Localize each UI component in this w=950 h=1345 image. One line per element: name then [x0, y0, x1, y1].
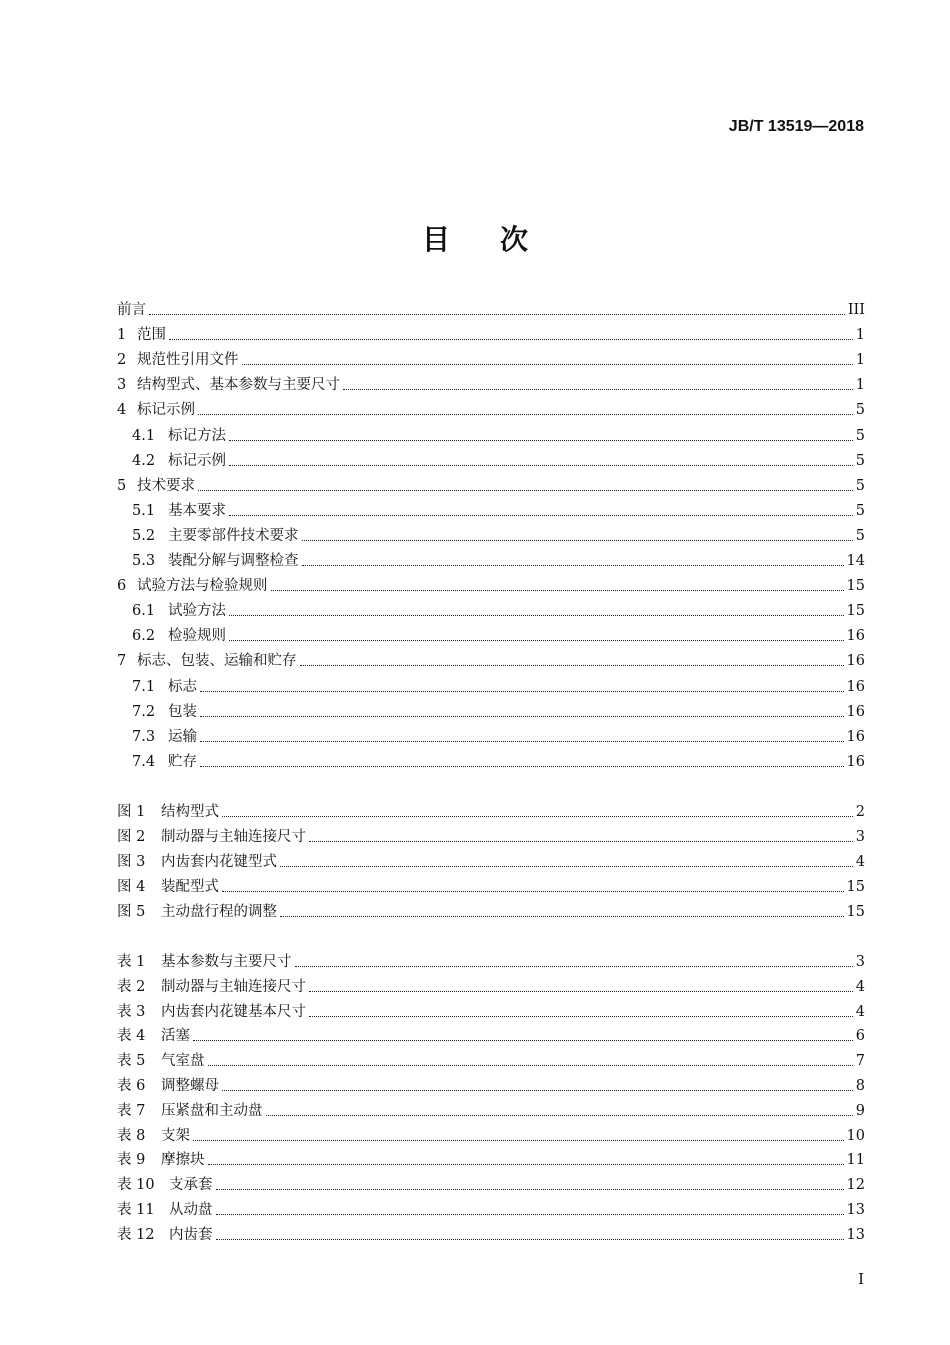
dot-leader	[198, 490, 853, 491]
toc-entry-number: 表 5	[117, 1053, 146, 1070]
dot-leader	[309, 1016, 853, 1017]
toc-entry-page: 16	[846, 678, 865, 695]
toc-entry-number: 6.2	[132, 628, 156, 645]
toc-entry-page: 1	[855, 327, 865, 344]
toc-entry-number: 3	[117, 377, 127, 394]
dot-leader	[149, 314, 845, 315]
toc-entry-page: 4	[855, 978, 865, 995]
toc-entry-number: 2	[117, 352, 127, 369]
toc-entry-number: 6.1	[132, 603, 156, 620]
toc-entry-label: 从动盘	[169, 1202, 213, 1218]
toc-entry[interactable]	[117, 626, 865, 646]
toc-entry[interactable]	[117, 501, 865, 521]
toc-entry-page: 10	[846, 1127, 865, 1144]
toc-entry[interactable]	[117, 1026, 865, 1046]
toc-entry-number: 表 6	[117, 1078, 146, 1094]
page-title	[0, 218, 950, 258]
toc-entry-page: 6	[855, 1028, 865, 1045]
toc-entry-number: 7.2	[132, 703, 156, 720]
toc-entry-page: 16	[846, 628, 865, 645]
toc-entry-page: 16	[846, 653, 865, 670]
toc-entry-number: 表 9	[117, 1152, 146, 1169]
toc-entry-label: 标记示例	[168, 452, 226, 469]
toc-entry-page: 1	[855, 377, 865, 394]
toc-entry-number: 表 10	[117, 1177, 155, 1194]
toc-entry-number: 表 11	[117, 1202, 155, 1218]
toc-entry[interactable]	[117, 1002, 865, 1022]
toc-entry[interactable]	[117, 1101, 865, 1121]
toc-entry-label: 调整螺母	[161, 1078, 219, 1094]
toc-entry-label: 摩擦块	[161, 1152, 205, 1169]
toc-entry-number: 1	[117, 327, 127, 344]
toc-entry[interactable]	[117, 601, 865, 621]
dot-leader	[193, 1040, 853, 1041]
toc-entry-label: 范围	[137, 327, 166, 344]
toc-entry-page: 1	[855, 352, 865, 369]
toc-entry-page: 8	[855, 1078, 865, 1094]
toc-entry[interactable]	[117, 1076, 865, 1096]
toc-entry-label: 基本参数与主要尺寸	[161, 954, 292, 970]
title-char-2: 次	[500, 223, 529, 256]
toc-entry-number: 表 1	[117, 954, 146, 970]
toc-entry-label: 压紧盘和主动盘	[161, 1102, 263, 1119]
toc-entry[interactable]	[117, 1126, 865, 1146]
toc-entry-number: 图 1	[117, 804, 146, 820]
toc-entry[interactable]	[117, 1150, 865, 1170]
toc-entry-number: 5	[117, 477, 127, 494]
toc-entry[interactable]	[117, 902, 865, 922]
toc-entry-page: 16	[846, 753, 865, 770]
toc-entry[interactable]	[117, 350, 865, 370]
toc-entry-label: 装配型式	[161, 879, 219, 896]
toc-entry[interactable]	[117, 526, 865, 546]
standard-code: JB/T 13519—2018	[728, 118, 864, 135]
toc-entry-label: 标志、包装、运输和贮存	[137, 653, 297, 670]
toc-entry-page: 15	[846, 879, 865, 896]
dot-leader	[295, 966, 853, 967]
toc-entry-page: 15	[846, 578, 865, 595]
dot-leader	[300, 665, 844, 666]
dot-leader	[198, 414, 853, 415]
dot-leader	[266, 1115, 853, 1116]
dot-leader	[343, 389, 853, 390]
toc-entry-label: 基本要求	[168, 502, 226, 519]
toc-entry-label: 包装	[168, 703, 197, 720]
toc-entry-page: 5	[855, 427, 865, 444]
dot-leader	[229, 640, 844, 641]
toc-entry-page: 4	[855, 1003, 865, 1020]
toc-entry[interactable]	[117, 877, 865, 897]
toc-entry-number: 图 4	[117, 879, 146, 896]
dot-leader	[222, 1090, 853, 1091]
dot-leader	[229, 440, 853, 441]
title-char-1: 目	[421, 223, 450, 256]
dot-leader	[229, 615, 844, 616]
toc-entry-label: 内齿套	[169, 1226, 213, 1243]
toc-entry[interactable]	[117, 551, 865, 571]
toc-entry-number: 6	[117, 578, 127, 595]
toc-entry-page: III	[847, 302, 865, 318]
dot-leader	[309, 841, 853, 842]
dot-leader	[242, 364, 853, 365]
toc-entry-label: 规范性引用文件	[137, 352, 239, 369]
toc-entry-label: 检验规则	[168, 628, 226, 645]
dot-leader	[216, 1214, 844, 1215]
toc-entry-page: 11	[846, 1152, 865, 1169]
toc-entry-number: 4	[117, 402, 127, 419]
toc-entry-number: 5.1	[132, 502, 156, 519]
toc-entry-label: 活塞	[161, 1028, 190, 1045]
dot-leader	[280, 916, 844, 917]
dot-leader	[302, 540, 853, 541]
toc-entry-label: 结构型式	[161, 804, 219, 820]
toc-entry[interactable]	[117, 752, 865, 772]
toc-entry-page: 5	[855, 452, 865, 469]
dot-leader	[309, 991, 853, 992]
toc-entry-number: 表 4	[117, 1028, 146, 1045]
toc-entry-page: 3	[855, 954, 865, 970]
page-number: I	[858, 1270, 864, 1288]
dot-leader	[208, 1164, 844, 1165]
toc-entry-page: 5	[855, 502, 865, 519]
toc-entry-number: 表 12	[117, 1226, 155, 1243]
toc-entry-number: 图 2	[117, 829, 146, 846]
toc-entry-number: 表 2	[117, 978, 146, 995]
dot-leader	[169, 339, 853, 340]
dot-leader	[200, 716, 844, 717]
toc-entry[interactable]	[117, 1175, 865, 1195]
toc-entry[interactable]	[117, 802, 865, 822]
toc-entry-page: 16	[846, 728, 865, 745]
toc-entry-number: 图 3	[117, 854, 146, 871]
toc-entry-label: 内齿套内花键基本尺寸	[161, 1003, 306, 1020]
dot-leader	[302, 565, 844, 566]
dot-leader	[193, 1140, 844, 1141]
dot-leader	[200, 766, 844, 767]
toc-entry[interactable]	[117, 375, 865, 395]
toc-entry-label: 内齿套内花键型式	[161, 854, 277, 871]
toc-entry[interactable]	[117, 677, 865, 697]
toc-entry-number: 表 8	[117, 1127, 146, 1144]
toc-entry-number: 4.1	[132, 427, 156, 444]
toc-entry[interactable]	[117, 952, 865, 972]
toc-entry-number: 5.3	[132, 553, 156, 569]
toc-entry-label: 主动盘行程的调整	[161, 904, 277, 921]
toc-entry-page: 16	[846, 703, 865, 720]
toc-entry[interactable]	[117, 325, 865, 345]
toc-entry-number: 7.3	[132, 728, 156, 745]
toc-entry-label: 前言	[117, 302, 146, 318]
toc-entry-label: 运输	[168, 728, 197, 745]
toc-entry-label: 技术要求	[137, 477, 195, 494]
toc-entry-label: 装配分解与调整检查	[168, 553, 299, 569]
toc-entry-page: 9	[855, 1102, 865, 1119]
toc-entry-label: 标记方法	[168, 427, 226, 444]
toc-entry-number: 表 3	[117, 1003, 146, 1020]
toc-entry[interactable]	[117, 400, 865, 420]
dot-leader	[200, 741, 844, 742]
toc-entry-page: 7	[855, 1053, 865, 1070]
toc-entry[interactable]	[117, 1200, 865, 1220]
dot-leader	[200, 691, 844, 692]
toc-entry-label: 制动器与主轴连接尺寸	[161, 978, 306, 995]
toc-entry-number: 图 5	[117, 904, 146, 921]
toc-entry-page: 15	[846, 904, 865, 921]
toc-entry-page: 5	[855, 527, 865, 544]
dot-leader	[229, 465, 853, 466]
toc-entry[interactable]	[117, 727, 865, 747]
toc-entry-page: 2	[855, 804, 865, 820]
toc-entry[interactable]	[117, 576, 865, 596]
toc-entry-label: 贮存	[168, 753, 197, 770]
toc-entry[interactable]	[117, 702, 865, 722]
dot-leader	[216, 1239, 844, 1240]
toc-entry-label: 制动器与主轴连接尺寸	[161, 829, 306, 846]
toc-entry[interactable]	[117, 476, 865, 496]
toc-entry-label: 支架	[161, 1127, 190, 1144]
toc-entry-label: 试验方法与检验规则	[137, 578, 268, 595]
toc-entry[interactable]	[117, 827, 865, 847]
toc-entry-number: 4.2	[132, 452, 156, 469]
toc-entry-page: 14	[846, 553, 865, 569]
toc-entry[interactable]	[117, 300, 865, 320]
toc-entry-page: 5	[855, 402, 865, 419]
toc-entry-label: 标记示例	[137, 402, 195, 419]
toc-entry-number: 表 7	[117, 1102, 146, 1119]
toc-entry-page: 13	[846, 1202, 865, 1218]
toc-entry-number: 7	[117, 653, 127, 670]
toc-entry[interactable]	[117, 1051, 865, 1071]
dot-leader	[222, 891, 844, 892]
toc-entry[interactable]	[117, 977, 865, 997]
toc-entry[interactable]	[117, 426, 865, 446]
toc-entry-label: 支承套	[169, 1177, 213, 1194]
toc-entry-number: 7.4	[132, 753, 156, 770]
toc-entry-label: 标志	[168, 678, 197, 695]
toc-entry-page: 12	[846, 1177, 865, 1194]
toc-entry-label: 气室盘	[161, 1053, 205, 1070]
toc-entry-page: 13	[846, 1226, 865, 1243]
toc-entry-page: 5	[855, 477, 865, 494]
toc-entry[interactable]	[117, 651, 865, 671]
dot-leader	[216, 1189, 844, 1190]
dot-leader	[222, 816, 853, 817]
dot-leader	[229, 515, 853, 516]
toc-entry-number: 5.2	[132, 527, 156, 544]
dot-leader	[280, 866, 853, 867]
toc-entry-label: 试验方法	[168, 603, 226, 620]
toc-entry[interactable]	[117, 451, 865, 471]
toc-entry[interactable]	[117, 1225, 865, 1245]
toc-entry-page: 4	[855, 854, 865, 871]
toc-entry-page: 15	[846, 603, 865, 620]
toc-entry-page: 3	[855, 829, 865, 846]
dot-leader	[208, 1065, 853, 1066]
toc-entry[interactable]	[117, 852, 865, 872]
toc-entry-label: 结构型式、基本参数与主要尺寸	[137, 377, 340, 394]
toc-entry-label: 主要零部件技术要求	[168, 527, 299, 544]
dot-leader	[271, 590, 844, 591]
toc-entry-number: 7.1	[132, 678, 156, 695]
